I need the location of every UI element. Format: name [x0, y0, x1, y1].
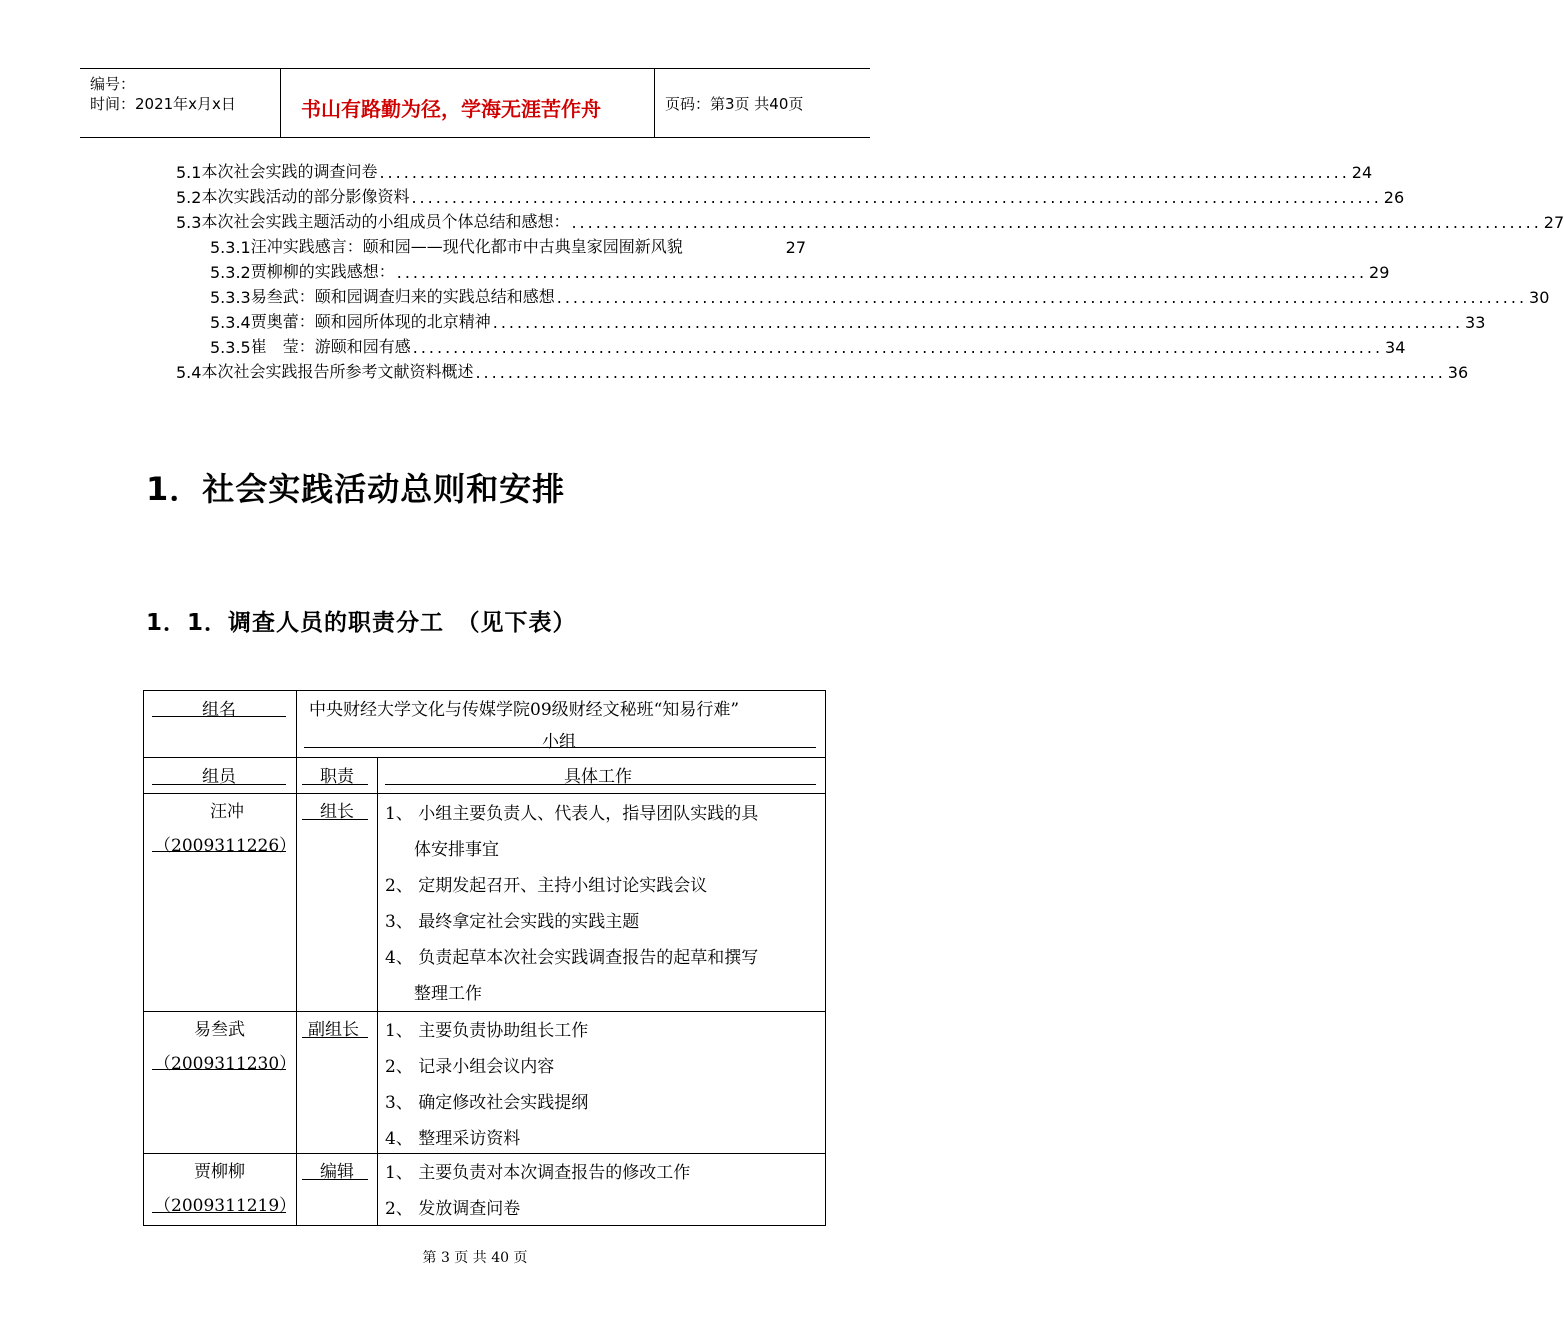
subsection-heading: 1．1．调查人员的职责分工 （见下表） [146, 610, 577, 636]
task-item: 4、 整理采访资料 [385, 1129, 521, 1149]
table-rule [144, 1011, 825, 1012]
toc-title: 本次社会实践报告所参考文献资料概述 [201, 362, 474, 381]
toc-title: 本次社会实践主题活动的小组成员个体总结和感想： [201, 212, 570, 231]
toc-page: 26 [1383, 188, 1405, 207]
toc-page: 33 [1465, 313, 1486, 332]
duty-table [143, 690, 826, 1226]
toc-leader: ........................................................................................................................ [396, 263, 1368, 282]
table-rule [144, 793, 825, 794]
cell-underline [302, 784, 368, 785]
member-role: 副组长 [308, 1020, 359, 1040]
toc-number: 5.4 [176, 363, 202, 382]
toc-entry[interactable] [210, 333, 1406, 357]
toc-leader: ........................................................................................................................ [379, 163, 1350, 182]
table-rule [377, 757, 378, 1225]
member-name: 贾柳柳 [194, 1162, 245, 1182]
task-item: 2、 发放调查问卷 [385, 1199, 521, 1219]
toc-title: 贾柳柳的实践感想： [250, 262, 395, 281]
table-rule [296, 691, 297, 1225]
toc-page: 34 [1385, 338, 1406, 357]
toc-leader: ........................................................................................................................ [412, 338, 1384, 357]
toc-leader: ........................................................................................................................ [411, 188, 1382, 207]
task-item: 整理工作 [414, 984, 482, 1004]
cell-underline [302, 1037, 368, 1038]
page-footer: 第 3 页 共 40 页 [422, 1250, 528, 1266]
table-rule [144, 757, 825, 758]
cell-underline [152, 1069, 286, 1070]
number-label: 编号： [90, 75, 136, 93]
toc-entry[interactable] [210, 233, 806, 257]
page-header [80, 68, 870, 138]
member-id: （2009311230） [154, 1054, 297, 1074]
toc-number: 5.3.3 [210, 288, 251, 307]
cell-underline [302, 1179, 368, 1180]
cell-underline [152, 851, 286, 852]
toc-leader: ........................................................................................................................ [556, 288, 1528, 307]
task-item: 1、 主要负责对本次调查报告的修改工作 [385, 1163, 691, 1183]
toc-page: 27 [1543, 213, 1564, 232]
toc-entry[interactable] [210, 308, 1486, 332]
member-role: 组长 [320, 802, 354, 822]
toc-title: 汪冲实践感言：颐和园——现代化都市中古典皇家园囿新风貌 [250, 237, 683, 256]
toc-title: 易叁武：颐和园调查归来的实践总结和感想 [250, 287, 555, 306]
task-item: 4、 负责起草本次社会实践调查报告的起草和撰写 [385, 948, 759, 968]
section-heading: 1．社会实践活动总则和安排 [146, 470, 566, 508]
toc-entry[interactable] [176, 358, 1469, 382]
col-role-header: 职责 [320, 767, 354, 787]
toc-entry[interactable] [176, 183, 1405, 207]
toc-leader: ........................................................................................................................ [571, 213, 1542, 232]
toc-page: 30 [1529, 288, 1550, 307]
toc-number: 5.1 [176, 163, 202, 182]
member-id: （2009311219） [154, 1196, 297, 1216]
toc-number: 5.3.4 [210, 313, 251, 332]
toc-entry[interactable] [210, 283, 1550, 307]
member-role: 编辑 [320, 1162, 354, 1182]
cell-underline [152, 716, 286, 717]
task-item: 2、 定期发起召开、主持小组讨论实践会议 [385, 876, 708, 896]
cell-underline [152, 784, 286, 785]
member-name: 汪冲 [210, 802, 244, 822]
toc-page: 27 [785, 238, 806, 257]
date-label: 时间：2021年x月x日 [90, 95, 236, 113]
cell-underline [152, 1212, 286, 1213]
toc-entry[interactable] [176, 208, 1564, 232]
task-item: 1、 主要负责协助组长工作 [385, 1021, 589, 1041]
toc-entry[interactable] [176, 158, 1373, 182]
toc-page: 36 [1447, 363, 1469, 382]
header-meta [80, 69, 280, 137]
member-id: （2009311226） [154, 836, 297, 856]
task-item: 3、 最终拿定社会实践的实践主题 [385, 912, 640, 932]
motto-text: 书山有路勤为径，学海无涯苦作舟 [301, 97, 601, 121]
group-name: 中央财经大学文化与传媒学院09级财经文秘班“知易行难” [309, 700, 740, 720]
col-work-header: 具体工作 [564, 767, 632, 787]
task-item: 2、 记录小组会议内容 [385, 1057, 555, 1077]
task-item: 体安排事宜 [414, 840, 499, 860]
toc-title: 贾奥蕾：颐和园所体现的北京精神 [250, 312, 491, 331]
toc-number: 5.3 [176, 213, 202, 232]
toc-leader: ........................................................................................................................ [492, 313, 1464, 332]
toc-number: 5.2 [176, 188, 202, 207]
toc-page: 24 [1351, 163, 1373, 182]
header-motto-cell [280, 69, 655, 137]
toc-number: 5.3.2 [210, 263, 251, 282]
toc-title: 本次社会实践的调查问卷 [201, 162, 378, 181]
toc-number: 5.3.5 [210, 338, 251, 357]
toc-page: 29 [1369, 263, 1390, 282]
task-item: 1、 小组主要负责人、代表人，指导团队实践的具 [385, 804, 759, 824]
task-item: 3、 确定修改社会实践提纲 [385, 1093, 589, 1113]
member-name: 易叁武 [194, 1020, 245, 1040]
page-info: 页码：第3页 共40页 [665, 95, 804, 113]
cell-underline [385, 784, 816, 785]
group-name-cont: 小组 [542, 732, 576, 752]
group-label: 组名 [202, 700, 236, 720]
toc-leader: ........................................................................................................................ [475, 363, 1446, 382]
toc-title: 本次实践活动的部分影像资料 [201, 187, 410, 206]
cell-underline [302, 819, 368, 820]
toc-title: 崔 莹：游颐和园有感 [250, 337, 411, 356]
toc-number: 5.3.1 [210, 238, 251, 257]
table-rule [144, 1153, 825, 1154]
toc-entry[interactable] [210, 258, 1390, 282]
col-member-header: 组员 [202, 767, 236, 787]
